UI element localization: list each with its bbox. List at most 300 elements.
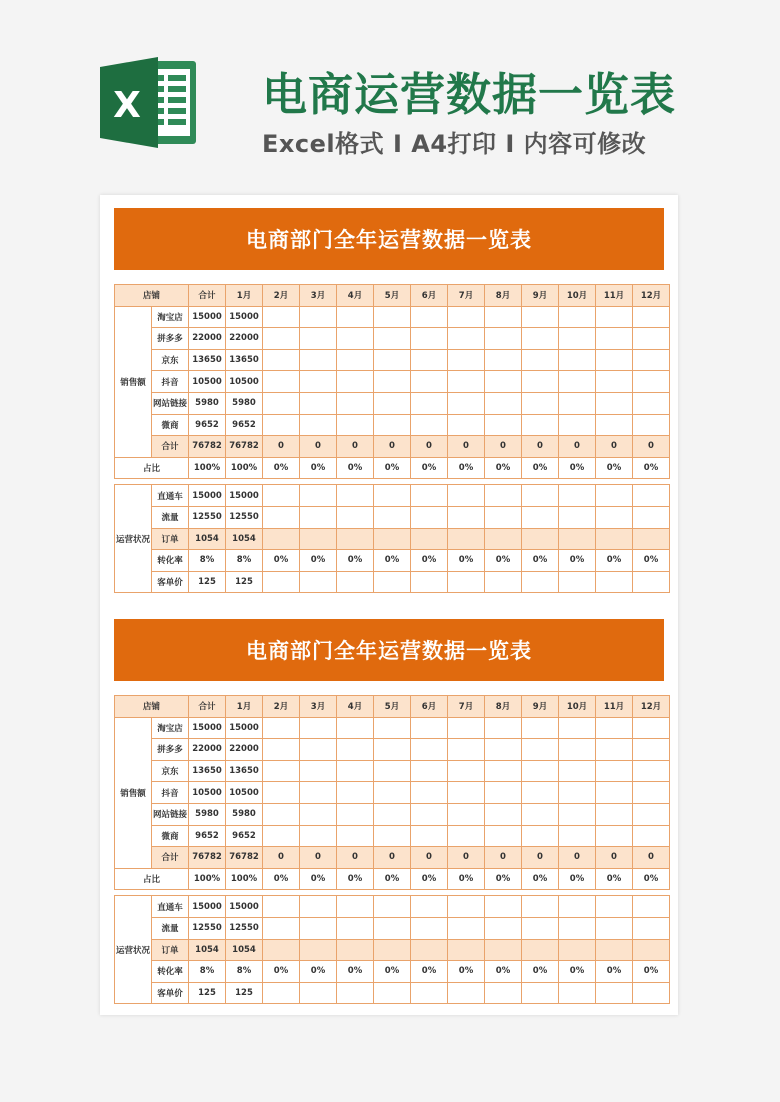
data-cell[interactable] (374, 306, 411, 328)
data-cell[interactable]: 0 (374, 847, 411, 869)
data-cell[interactable] (300, 782, 337, 804)
row-label-cell[interactable]: 合计 (152, 847, 189, 869)
data-cell[interactable] (633, 782, 670, 804)
data-cell[interactable] (337, 328, 374, 350)
data-cell[interactable]: 0% (596, 961, 633, 983)
data-cell[interactable]: 0 (411, 847, 448, 869)
data-cell[interactable] (559, 982, 596, 1004)
total-cell[interactable]: 15000 (189, 306, 226, 328)
row-label-cell[interactable]: 微商 (152, 825, 189, 847)
data-cell[interactable] (485, 349, 522, 371)
row-label-cell[interactable]: 订单 (152, 939, 189, 961)
data-cell[interactable] (633, 328, 670, 350)
total-cell[interactable]: 15000 (189, 896, 226, 918)
column-header[interactable]: 12月 (633, 696, 670, 718)
data-cell[interactable] (300, 825, 337, 847)
data-cell[interactable]: 15000 (226, 306, 263, 328)
column-header[interactable]: 5月 (374, 696, 411, 718)
data-cell[interactable] (448, 939, 485, 961)
data-cell[interactable] (411, 371, 448, 393)
data-cell[interactable]: 76782 (226, 436, 263, 458)
data-cell[interactable]: 0% (300, 961, 337, 983)
data-cell[interactable]: 0% (448, 961, 485, 983)
data-cell[interactable]: 125 (226, 982, 263, 1004)
data-cell[interactable] (485, 896, 522, 918)
data-cell[interactable]: 1054 (226, 939, 263, 961)
data-cell[interactable] (485, 371, 522, 393)
data-cell[interactable] (448, 917, 485, 939)
data-cell[interactable] (263, 760, 300, 782)
data-cell[interactable]: 0 (596, 436, 633, 458)
data-cell[interactable] (485, 782, 522, 804)
data-cell[interactable] (374, 739, 411, 761)
data-cell[interactable] (300, 896, 337, 918)
data-cell[interactable] (374, 392, 411, 414)
data-cell[interactable] (337, 982, 374, 1004)
data-cell[interactable] (485, 392, 522, 414)
data-cell[interactable] (596, 328, 633, 350)
data-cell[interactable] (522, 392, 559, 414)
data-cell[interactable] (596, 717, 633, 739)
data-cell[interactable] (485, 506, 522, 528)
data-cell[interactable] (448, 485, 485, 507)
data-cell[interactable]: 0% (559, 868, 596, 890)
data-cell[interactable] (374, 571, 411, 593)
data-cell[interactable]: 0% (485, 868, 522, 890)
data-cell[interactable] (448, 392, 485, 414)
data-cell[interactable] (263, 896, 300, 918)
data-cell[interactable] (337, 896, 374, 918)
data-cell[interactable]: 0% (374, 457, 411, 479)
data-cell[interactable] (300, 939, 337, 961)
data-cell[interactable] (485, 306, 522, 328)
data-cell[interactable]: 0% (559, 457, 596, 479)
total-cell[interactable]: 5980 (189, 803, 226, 825)
data-cell[interactable] (263, 506, 300, 528)
data-cell[interactable] (596, 739, 633, 761)
data-cell[interactable]: 15000 (226, 485, 263, 507)
data-cell[interactable] (337, 803, 374, 825)
data-cell[interactable] (596, 760, 633, 782)
data-cell[interactable]: 0% (633, 550, 670, 572)
data-cell[interactable] (411, 982, 448, 1004)
data-cell[interactable] (485, 328, 522, 350)
data-cell[interactable]: 76782 (226, 847, 263, 869)
data-cell[interactable] (411, 939, 448, 961)
data-cell[interactable]: 0% (596, 550, 633, 572)
row-label-cell[interactable]: 淘宝店 (152, 717, 189, 739)
total-cell[interactable]: 125 (189, 982, 226, 1004)
data-cell[interactable] (633, 896, 670, 918)
data-cell[interactable] (337, 371, 374, 393)
data-cell[interactable] (300, 917, 337, 939)
data-cell[interactable] (448, 739, 485, 761)
total-cell[interactable]: 1054 (189, 939, 226, 961)
data-cell[interactable] (411, 349, 448, 371)
data-cell[interactable] (300, 328, 337, 350)
column-header[interactable]: 1月 (226, 696, 263, 718)
data-cell[interactable] (522, 506, 559, 528)
data-cell[interactable] (633, 371, 670, 393)
data-cell[interactable] (559, 739, 596, 761)
column-header[interactable]: 合计 (189, 696, 226, 718)
column-header[interactable]: 1月 (226, 285, 263, 307)
data-cell[interactable] (300, 349, 337, 371)
data-cell[interactable] (633, 528, 670, 550)
data-cell[interactable]: 0 (559, 847, 596, 869)
data-cell[interactable] (448, 328, 485, 350)
data-cell[interactable]: 0% (559, 550, 596, 572)
data-cell[interactable] (374, 939, 411, 961)
group-label-cell[interactable]: 运营状况 (115, 896, 152, 1004)
data-cell[interactable]: 0 (448, 847, 485, 869)
data-cell[interactable] (300, 739, 337, 761)
data-cell[interactable] (337, 825, 374, 847)
data-cell[interactable] (522, 825, 559, 847)
column-header[interactable]: 10月 (559, 285, 596, 307)
data-cell[interactable]: 0% (596, 457, 633, 479)
data-cell[interactable] (448, 414, 485, 436)
data-cell[interactable] (411, 760, 448, 782)
group-label-cell[interactable]: 销售额 (115, 306, 152, 457)
row-label-cell[interactable]: 订单 (152, 528, 189, 550)
data-cell[interactable] (374, 349, 411, 371)
data-cell[interactable] (300, 485, 337, 507)
data-cell[interactable]: 13650 (226, 349, 263, 371)
data-cell[interactable]: 0 (337, 436, 374, 458)
data-cell[interactable] (411, 739, 448, 761)
data-cell[interactable] (337, 917, 374, 939)
row-label-cell[interactable]: 拼多多 (152, 328, 189, 350)
column-header[interactable]: 11月 (596, 696, 633, 718)
data-cell[interactable]: 0% (411, 550, 448, 572)
column-header[interactable]: 4月 (337, 285, 374, 307)
data-cell[interactable] (411, 392, 448, 414)
data-cell[interactable] (522, 982, 559, 1004)
data-cell[interactable] (411, 328, 448, 350)
row-label-cell[interactable]: 客单价 (152, 982, 189, 1004)
column-header[interactable]: 11月 (596, 285, 633, 307)
data-cell[interactable] (448, 349, 485, 371)
data-cell[interactable]: 12550 (226, 917, 263, 939)
data-cell[interactable]: 0 (522, 847, 559, 869)
data-cell[interactable]: 0% (374, 868, 411, 890)
data-cell[interactable]: 0% (263, 457, 300, 479)
data-cell[interactable]: 100% (226, 457, 263, 479)
total-cell[interactable]: 22000 (189, 739, 226, 761)
data-cell[interactable] (263, 306, 300, 328)
data-cell[interactable] (263, 917, 300, 939)
data-cell[interactable] (596, 306, 633, 328)
data-cell[interactable] (559, 782, 596, 804)
data-cell[interactable] (633, 392, 670, 414)
column-header[interactable]: 7月 (448, 285, 485, 307)
data-cell[interactable] (485, 760, 522, 782)
data-cell[interactable]: 125 (226, 571, 263, 593)
data-cell[interactable]: 0% (633, 961, 670, 983)
column-header[interactable]: 9月 (522, 696, 559, 718)
data-cell[interactable] (559, 896, 596, 918)
data-cell[interactable] (263, 825, 300, 847)
data-cell[interactable] (559, 414, 596, 436)
data-cell[interactable]: 15000 (226, 717, 263, 739)
data-cell[interactable] (263, 371, 300, 393)
data-cell[interactable]: 9652 (226, 414, 263, 436)
group-label-cell[interactable]: 销售额 (115, 717, 152, 868)
data-cell[interactable]: 0% (448, 868, 485, 890)
column-header[interactable]: 6月 (411, 285, 448, 307)
data-cell[interactable]: 12550 (226, 506, 263, 528)
data-cell[interactable] (374, 414, 411, 436)
data-cell[interactable]: 0 (300, 436, 337, 458)
data-cell[interactable] (559, 939, 596, 961)
data-cell[interactable] (522, 528, 559, 550)
data-cell[interactable] (596, 349, 633, 371)
data-cell[interactable] (337, 939, 374, 961)
data-cell[interactable] (448, 760, 485, 782)
data-cell[interactable] (522, 939, 559, 961)
column-header[interactable]: 3月 (300, 285, 337, 307)
data-cell[interactable] (411, 414, 448, 436)
data-cell[interactable] (596, 896, 633, 918)
data-cell[interactable]: 0% (485, 457, 522, 479)
data-cell[interactable]: 8% (226, 550, 263, 572)
data-cell[interactable] (374, 760, 411, 782)
data-cell[interactable]: 0% (522, 961, 559, 983)
data-cell[interactable] (448, 803, 485, 825)
data-cell[interactable] (522, 328, 559, 350)
data-cell[interactable]: 0 (633, 436, 670, 458)
data-cell[interactable] (337, 571, 374, 593)
data-cell[interactable]: 10500 (226, 782, 263, 804)
data-cell[interactable] (337, 717, 374, 739)
data-cell[interactable] (633, 571, 670, 593)
data-cell[interactable] (522, 739, 559, 761)
data-cell[interactable] (263, 414, 300, 436)
data-cell[interactable]: 0% (263, 868, 300, 890)
data-cell[interactable]: 0% (411, 961, 448, 983)
data-cell[interactable] (337, 392, 374, 414)
data-cell[interactable] (448, 528, 485, 550)
data-cell[interactable] (300, 392, 337, 414)
data-cell[interactable]: 0 (300, 847, 337, 869)
data-cell[interactable] (485, 717, 522, 739)
data-cell[interactable] (300, 982, 337, 1004)
total-cell[interactable]: 12550 (189, 917, 226, 939)
row-label-cell[interactable]: 直通车 (152, 896, 189, 918)
data-cell[interactable]: 0 (559, 436, 596, 458)
data-cell[interactable] (559, 803, 596, 825)
data-cell[interactable] (263, 982, 300, 1004)
data-cell[interactable] (596, 917, 633, 939)
total-cell[interactable]: 100% (189, 457, 226, 479)
data-cell[interactable] (337, 528, 374, 550)
data-cell[interactable] (522, 896, 559, 918)
data-cell[interactable] (374, 528, 411, 550)
data-cell[interactable] (633, 739, 670, 761)
data-cell[interactable] (633, 349, 670, 371)
data-cell[interactable] (559, 349, 596, 371)
data-cell[interactable] (559, 760, 596, 782)
column-header[interactable]: 3月 (300, 696, 337, 718)
data-cell[interactable] (448, 306, 485, 328)
data-cell[interactable] (263, 571, 300, 593)
data-cell[interactable] (337, 485, 374, 507)
data-cell[interactable] (337, 306, 374, 328)
data-cell[interactable] (522, 349, 559, 371)
data-cell[interactable] (485, 982, 522, 1004)
row-label-cell[interactable]: 流量 (152, 506, 189, 528)
data-cell[interactable] (263, 717, 300, 739)
data-cell[interactable] (559, 371, 596, 393)
total-cell[interactable]: 13650 (189, 760, 226, 782)
total-cell[interactable]: 8% (189, 550, 226, 572)
data-cell[interactable]: 0 (337, 847, 374, 869)
data-cell[interactable] (300, 506, 337, 528)
column-header[interactable]: 6月 (411, 696, 448, 718)
data-cell[interactable] (411, 803, 448, 825)
data-cell[interactable] (374, 717, 411, 739)
data-cell[interactable]: 0 (596, 847, 633, 869)
data-cell[interactable] (411, 485, 448, 507)
data-cell[interactable] (522, 782, 559, 804)
data-cell[interactable] (411, 717, 448, 739)
column-header[interactable]: 店铺 (115, 285, 189, 307)
data-cell[interactable] (300, 528, 337, 550)
data-cell[interactable] (374, 485, 411, 507)
data-cell[interactable] (485, 825, 522, 847)
row-label-cell[interactable]: 拼多多 (152, 739, 189, 761)
total-cell[interactable]: 125 (189, 571, 226, 593)
data-cell[interactable] (596, 528, 633, 550)
data-cell[interactable] (559, 571, 596, 593)
data-cell[interactable]: 0% (633, 457, 670, 479)
column-header[interactable]: 9月 (522, 285, 559, 307)
data-cell[interactable]: 8% (226, 961, 263, 983)
data-cell[interactable] (374, 506, 411, 528)
data-cell[interactable] (633, 803, 670, 825)
data-cell[interactable] (559, 506, 596, 528)
data-cell[interactable] (522, 371, 559, 393)
total-cell[interactable]: 5980 (189, 392, 226, 414)
group-label-cell[interactable]: 运营状况 (115, 485, 152, 593)
total-cell[interactable]: 10500 (189, 782, 226, 804)
data-cell[interactable]: 0 (411, 436, 448, 458)
column-header[interactable]: 7月 (448, 696, 485, 718)
row-label-cell[interactable]: 占比 (115, 868, 189, 890)
data-cell[interactable] (411, 571, 448, 593)
data-cell[interactable] (633, 917, 670, 939)
data-cell[interactable] (411, 917, 448, 939)
row-label-cell[interactable]: 抖音 (152, 371, 189, 393)
data-cell[interactable] (263, 349, 300, 371)
data-cell[interactable] (263, 739, 300, 761)
data-cell[interactable] (596, 571, 633, 593)
data-cell[interactable] (485, 571, 522, 593)
data-cell[interactable] (300, 371, 337, 393)
data-cell[interactable] (337, 506, 374, 528)
data-cell[interactable] (263, 782, 300, 804)
data-cell[interactable] (263, 939, 300, 961)
data-cell[interactable] (633, 414, 670, 436)
data-cell[interactable] (448, 896, 485, 918)
data-cell[interactable] (374, 328, 411, 350)
data-cell[interactable] (596, 371, 633, 393)
column-header[interactable]: 2月 (263, 285, 300, 307)
data-cell[interactable] (633, 760, 670, 782)
data-cell[interactable] (522, 306, 559, 328)
data-cell[interactable]: 0% (485, 961, 522, 983)
data-cell[interactable]: 9652 (226, 825, 263, 847)
data-cell[interactable] (522, 803, 559, 825)
data-cell[interactable] (522, 917, 559, 939)
data-cell[interactable] (596, 782, 633, 804)
total-cell[interactable]: 15000 (189, 485, 226, 507)
data-cell[interactable]: 0% (263, 550, 300, 572)
data-cell[interactable] (485, 917, 522, 939)
data-cell[interactable]: 0% (337, 868, 374, 890)
data-cell[interactable] (633, 982, 670, 1004)
data-cell[interactable]: 0% (337, 550, 374, 572)
data-cell[interactable] (448, 571, 485, 593)
data-cell[interactable] (300, 760, 337, 782)
data-cell[interactable] (337, 739, 374, 761)
data-cell[interactable] (485, 803, 522, 825)
data-cell[interactable] (485, 739, 522, 761)
row-label-cell[interactable]: 占比 (115, 457, 189, 479)
data-cell[interactable]: 0% (633, 868, 670, 890)
total-cell[interactable]: 15000 (189, 717, 226, 739)
data-cell[interactable]: 22000 (226, 739, 263, 761)
data-cell[interactable] (374, 917, 411, 939)
data-cell[interactable]: 10500 (226, 371, 263, 393)
data-cell[interactable] (596, 414, 633, 436)
data-cell[interactable]: 0% (559, 961, 596, 983)
data-cell[interactable] (633, 485, 670, 507)
data-cell[interactable] (337, 349, 374, 371)
data-cell[interactable] (300, 803, 337, 825)
data-cell[interactable]: 0 (485, 436, 522, 458)
column-header[interactable]: 4月 (337, 696, 374, 718)
data-cell[interactable] (559, 485, 596, 507)
data-cell[interactable]: 0% (522, 868, 559, 890)
total-cell[interactable]: 10500 (189, 371, 226, 393)
data-cell[interactable] (633, 825, 670, 847)
data-cell[interactable] (559, 528, 596, 550)
data-cell[interactable] (596, 939, 633, 961)
data-cell[interactable] (448, 717, 485, 739)
data-cell[interactable] (448, 982, 485, 1004)
row-label-cell[interactable]: 微商 (152, 414, 189, 436)
data-cell[interactable] (411, 782, 448, 804)
total-cell[interactable]: 22000 (189, 328, 226, 350)
data-cell[interactable] (411, 896, 448, 918)
data-cell[interactable] (596, 485, 633, 507)
data-cell[interactable] (633, 717, 670, 739)
total-cell[interactable]: 100% (189, 868, 226, 890)
data-cell[interactable] (374, 825, 411, 847)
data-cell[interactable]: 0% (337, 457, 374, 479)
data-cell[interactable] (522, 414, 559, 436)
data-cell[interactable] (411, 506, 448, 528)
data-cell[interactable] (374, 371, 411, 393)
data-cell[interactable] (374, 782, 411, 804)
total-cell[interactable]: 1054 (189, 528, 226, 550)
data-cell[interactable] (411, 528, 448, 550)
data-cell[interactable]: 0% (448, 550, 485, 572)
data-cell[interactable] (485, 528, 522, 550)
data-cell[interactable] (263, 485, 300, 507)
